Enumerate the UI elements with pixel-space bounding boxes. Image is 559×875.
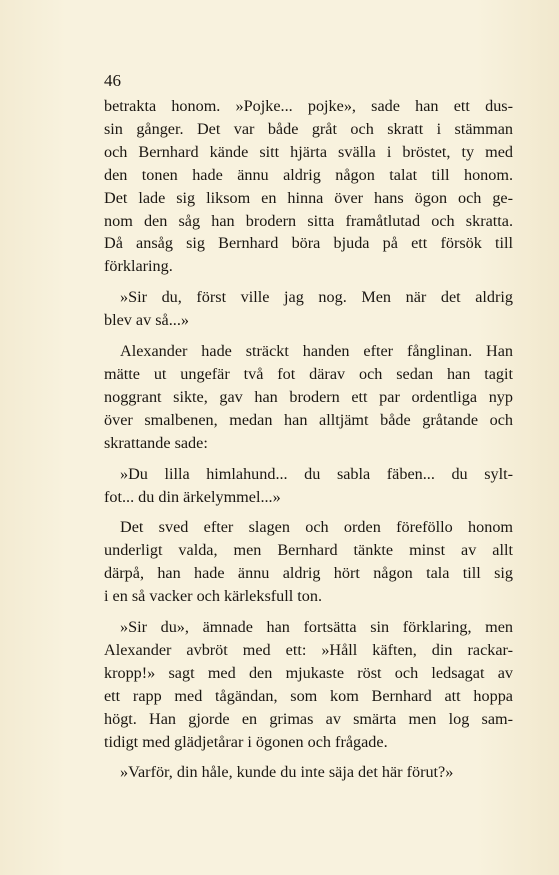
text-line: fot... du din ärkelymmel...» <box>104 487 281 506</box>
text-line: över smalbenen, medan han alltjämt både gråtande och <box>104 410 513 429</box>
paragraph <box>104 463 513 509</box>
text-line: Då ansåg sig Bernhard böra bjuda på ett försök till <box>104 234 513 253</box>
text-line: nom den såg han brodern sitta framåtlutad och skratta. <box>104 211 513 230</box>
text-line: ett rapp med tågändan, som kom Bernhard att hoppa <box>104 686 513 705</box>
text-line: Alexander avbröt med ett: »Håll käften, din rackar- <box>104 640 513 659</box>
paragraph <box>104 286 513 332</box>
text-line: »Sir du, först ville jag nog. Men när det aldrig <box>120 288 513 307</box>
text-line: den tonen hade ännu aldrig någon talat till honom. <box>104 165 513 184</box>
text-line: mätte ut ungefär två fot därav och sedan han tagit <box>104 364 513 383</box>
text-line: sin gånger. Det var både gråt och skratt i stämman <box>104 119 513 138</box>
text-line: underligt valda, men Bernhard tänkte minst av allt <box>104 541 513 560</box>
text-line: Det lade sig liksom en hinna över hans ögon och ge- <box>104 188 513 207</box>
page-number: 46 <box>104 71 121 90</box>
paragraph <box>104 516 513 608</box>
text-line: och Bernhard kände sitt hjärta svälla i bröstet, ty med <box>104 142 513 161</box>
text-line: skrattande sade: <box>104 433 208 452</box>
text-line: »Varför, din håle, kunde du inte säja det här förut?» <box>120 763 454 782</box>
text-line: blev av så...» <box>104 311 189 330</box>
text-line: kropp!» sagt med den mjukaste röst och ledsagat av <box>104 663 513 682</box>
paragraph <box>104 616 513 753</box>
text-line: betrakta honom. »Pojke... pojke», sade han ett dus- <box>104 97 513 115</box>
text-line: förklaring. <box>104 257 173 276</box>
text-line: i en så vacker och kärleksfull ton. <box>104 587 323 606</box>
paragraph <box>104 761 513 784</box>
body-text <box>104 95 513 792</box>
paragraph <box>104 340 513 455</box>
text-line: »Du lilla himlahund... du sabla fäben... du sylt- <box>120 464 513 483</box>
text-line: tidigt med glädjetårar i ögonen och frågade. <box>104 732 388 751</box>
paragraph <box>104 95 513 278</box>
text-line: högt. Han gjorde en grimas av smärta men log sam- <box>104 709 513 728</box>
text-line: »Sir du», ämnade han fortsätta sin förklaring, men <box>120 618 513 637</box>
text-line: därpå, han hade ännu aldrig hört någon tala till sig <box>104 564 513 583</box>
text-line: Alexander hade sträckt handen efter fånglinan. Han <box>120 342 513 361</box>
text-line: Det sved efter slagen och orden föreföllo honom <box>120 518 513 537</box>
text-line: noggrant sikte, gav han brodern ett par ordentliga nyp <box>104 387 513 406</box>
